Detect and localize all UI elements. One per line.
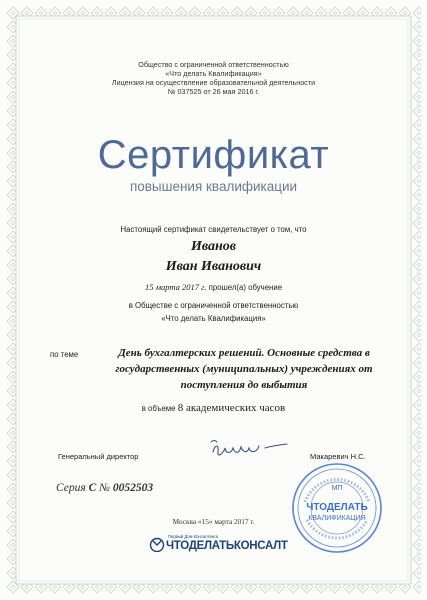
topic-label: по теме [50,350,79,359]
company-logo [146,530,286,558]
recipient-surname: Иванов [190,239,237,254]
course-topic: День бухгалтерских решений. Основные средства в государственных (муниципальных) учреждениях от поступления до выбытия [115,347,373,391]
certificate-subtitle: повышения квалификации [129,179,298,194]
director-signature [205,432,295,462]
completion-text: прошел(а) обучение [208,283,283,292]
license-line-2: № 037525 от 26 мая 2016 г. [167,87,260,96]
hours-line [0,403,427,414]
hours-prefix: в объеме [141,404,176,413]
logo-brand: ЧТОДЕЛАТЬКОНСАЛТ [166,540,288,552]
serial-label: Серия [56,482,86,494]
issue-city-date: Москва «15» марта 2017 г. [172,517,255,526]
certificate-serial [56,482,153,494]
director-title: Генеральный директор [58,452,139,461]
serial-number-sign: № [99,482,110,494]
director-name: Макаревич Н.С. [310,452,366,461]
logo-mark-icon [148,536,166,552]
issuer-line-2: «Что делать Квалификация» [165,69,262,78]
completion-date: 15 марта 2017 г. [144,282,207,292]
serial-number: 0052503 [112,482,154,494]
stamp-mp: МП [331,485,343,492]
stamp-line-1: ЧТОДЕЛАТЬ [306,502,368,513]
stamp-line-2: КВАЛИФИКАЦИЯ [308,515,366,522]
hours-value: 8 академических часов [177,402,286,414]
certificate-title: Сертификат [97,133,330,177]
issuer-line-1: Общество с ограниченной ответственностью [138,60,289,69]
recipient-given-names: Иван Иванович [165,259,262,274]
license-line-1: Лицензия на осуществление образовательной деятельности [111,78,316,87]
intro-text: Настоящий сертификат свидетельствует о том, что [120,225,307,234]
serial-series: С [88,482,97,494]
organization-stamp [291,462,383,554]
org-line-2: «Что делать Квалификация» [161,314,266,323]
logo-tagline: Первый Дом Консалтинга [168,534,218,539]
org-line-1: в Обществе с ограниченной ответственностью [128,301,299,310]
completion-line [0,282,427,293]
